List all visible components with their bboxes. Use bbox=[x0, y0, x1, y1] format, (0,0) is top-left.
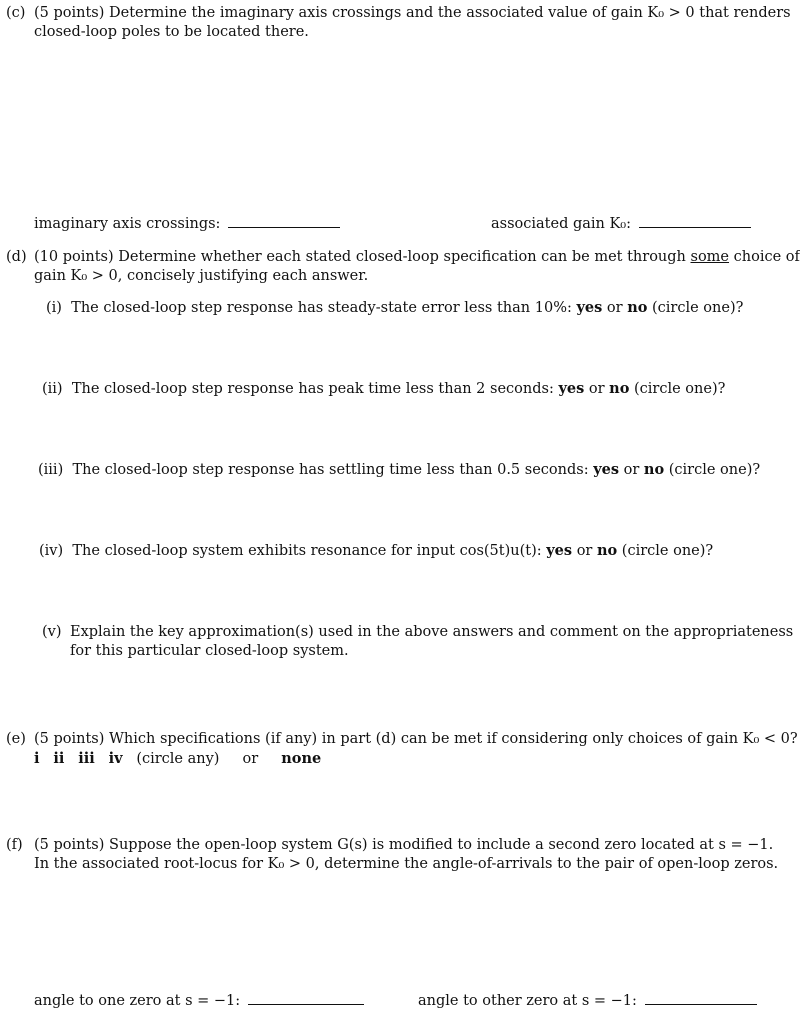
crossings-label: imaginary axis crossings: bbox=[34, 216, 221, 232]
part-f-line-1: (5 points) Suppose the open-loop system G(s) is modified to include a second zero located at s = −1. bbox=[34, 837, 774, 853]
crossings-answer-row bbox=[34, 216, 340, 232]
part-d-underlined-word: some bbox=[690, 249, 730, 265]
circle-one-text: (circle one)? bbox=[634, 381, 726, 397]
choice-iii[interactable]: iii bbox=[78, 750, 95, 767]
part-f-label: (f) bbox=[6, 837, 23, 853]
crossings-answer-blank[interactable] bbox=[228, 226, 340, 228]
spec-item-label: (ii) bbox=[42, 381, 63, 397]
circle-any-text: (circle any) bbox=[136, 751, 220, 767]
part-e-label: (e) bbox=[6, 731, 26, 747]
part-c-label: (c) bbox=[6, 5, 26, 21]
circle-one-text: (circle one)? bbox=[652, 300, 744, 316]
spec-item-iii bbox=[38, 461, 760, 478]
spec-item-label: (i) bbox=[46, 300, 62, 316]
spec-item-label: (iv) bbox=[39, 543, 64, 559]
part-d-line-2: gain K₀ > 0, concisely justifying each answer. bbox=[34, 268, 369, 284]
angle-one-answer-row bbox=[34, 993, 364, 1009]
spec-item-i bbox=[46, 299, 743, 316]
or-text: or bbox=[242, 751, 259, 767]
angle-one-answer-blank[interactable] bbox=[248, 1003, 364, 1005]
or-text: or bbox=[623, 462, 640, 478]
yes-option[interactable]: yes bbox=[546, 542, 573, 559]
yes-option[interactable]: yes bbox=[576, 299, 603, 316]
spec-item-v-line-1: Explain the key approximation(s) used in the above answers and comment on the appropriateness bbox=[70, 624, 794, 640]
yes-option[interactable]: yes bbox=[558, 380, 585, 397]
choice-iv[interactable]: iv bbox=[108, 750, 123, 767]
part-d-line-1-pre: (10 points) Determine whether each stated closed-loop specification can be met through bbox=[34, 249, 691, 265]
no-option[interactable]: no bbox=[596, 542, 618, 559]
part-c-line-2: closed-loop poles to be located there. bbox=[34, 24, 309, 40]
angle-one-label: angle to one zero at s = −1: bbox=[34, 993, 241, 1009]
choice-i[interactable]: i bbox=[34, 750, 40, 767]
angle-other-label: angle to other zero at s = −1: bbox=[418, 993, 637, 1009]
or-text: or bbox=[576, 543, 593, 559]
spec-item-text: The closed-loop step response has peak time less than 2 seconds: bbox=[71, 381, 554, 397]
part-d-label: (d) bbox=[6, 249, 27, 265]
gain-answer-blank[interactable] bbox=[639, 226, 751, 228]
part-e-choices-row bbox=[34, 749, 321, 769]
circle-one-text: (circle one)? bbox=[621, 543, 714, 559]
spec-item-label: (iii) bbox=[38, 462, 64, 478]
part-c-line-1: (5 points) Determine the imaginary axis crossings and the associated value of gain K₀ > 0 that renders bbox=[34, 5, 791, 21]
spec-item-text: The closed-loop step response has steady-state error less than 10%: bbox=[71, 300, 572, 316]
part-f-line-2: In the associated root-locus for K₀ > 0, determine the angle-of-arrivals to the pair of open-loop zeros. bbox=[34, 856, 779, 872]
angle-other-answer-row bbox=[418, 993, 757, 1009]
spec-item-v-line-2: for this particular closed-loop system. bbox=[70, 643, 349, 659]
gain-label: associated gain K₀: bbox=[491, 216, 632, 232]
no-option[interactable]: no bbox=[643, 461, 665, 478]
no-option[interactable]: no bbox=[627, 299, 648, 316]
choice-ii[interactable]: ii bbox=[53, 750, 65, 767]
spec-item-iv bbox=[39, 542, 713, 559]
spec-item-text: The closed-loop system exhibits resonance for input cos(5t)u(t): bbox=[72, 543, 542, 559]
spec-item-v-label: (v) bbox=[42, 624, 62, 640]
gain-answer-row bbox=[491, 216, 751, 232]
circle-one-text: (circle one)? bbox=[668, 462, 761, 478]
part-d-line-1-post: choice of bbox=[729, 249, 800, 265]
no-option[interactable]: no bbox=[609, 380, 630, 397]
or-text: or bbox=[588, 381, 605, 397]
part-e-line-1: (5 points) Which specifications (if any) in part (d) can be met if considering only choices of gain K₀ < 0? bbox=[34, 731, 798, 747]
part-d-line-1 bbox=[34, 248, 800, 267]
angle-other-answer-blank[interactable] bbox=[645, 1003, 757, 1005]
yes-option[interactable]: yes bbox=[593, 461, 620, 478]
or-text: or bbox=[606, 300, 623, 316]
spec-item-ii bbox=[42, 380, 725, 397]
choice-none[interactable]: none bbox=[281, 750, 322, 767]
spec-item-text: The closed-loop step response has settling time less than 0.5 seconds: bbox=[72, 462, 589, 478]
